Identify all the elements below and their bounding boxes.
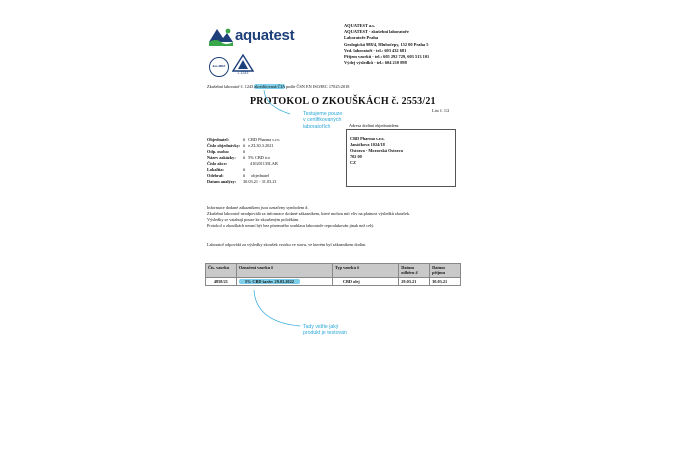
col-sample-number: Čís. vzorku — [206, 264, 237, 278]
field-label: Datum analýzy: — [207, 179, 237, 184]
annotation-top-arrow — [262, 88, 292, 120]
lab-phone-output: Výdej výsledků - tel.: 604 210 898 — [344, 60, 407, 66]
address-line: Ostrava - Moravská Ostrava — [350, 148, 403, 153]
annotation-bottom-line-2: produkt je testován — [303, 330, 347, 337]
address-line: Janáčkova 1024/18 — [350, 142, 385, 147]
field-value: 5% CBD ico — [248, 155, 271, 160]
field-label: Číslo akce: — [207, 161, 228, 166]
annotation-top-line-3: laboratořích — [303, 123, 331, 130]
annotation-bottom-line-1: Tady vidíte jaký — [303, 324, 339, 330]
field-value: objednatel — [251, 173, 270, 178]
sample-label-highlight: 5% CBD šarže: 29.03.2022 — [239, 279, 300, 284]
cell-receipt-date: 30.03.21 — [430, 277, 461, 286]
col-receipt-date: Datum příjmu — [430, 264, 461, 278]
lab-info-block — [344, 23, 484, 66]
lab-phone-head: Ved. laboratoří - tel.: 603 432 681 — [344, 47, 407, 53]
note-line: Protokol o zkouškách nesmí být bez písemného souhlasu laboratoře reprodukován jinak než celý. — [207, 223, 375, 228]
field-value: 30.03.21 - 31.03.21 — [243, 179, 277, 184]
ilac-label: ilac-MRA — [212, 64, 226, 68]
accreditation-highlight: akreditovaná ČIA — [254, 84, 285, 89]
annotation-bottom-arrow — [252, 288, 302, 330]
address-box — [346, 129, 456, 187]
field-label: Objednatel: — [207, 137, 229, 142]
address-line: CZ — [350, 160, 356, 165]
field-label: Odp. osoba: — [207, 149, 230, 154]
address-box-label: Adresa dodání objednatelem: — [349, 123, 400, 128]
table-row — [206, 277, 461, 286]
lab-address: Geologická 988/4, Hlubočepy, 152 00 Praha 5 — [344, 41, 429, 47]
col-sampling-date: Datum odběru # — [399, 264, 430, 278]
accreditation-number: L 1243 — [237, 71, 249, 75]
aquatest-logo — [208, 24, 318, 50]
lab-name-2: AQUATEST - zkušební laboratoře — [344, 29, 409, 35]
accreditation-before: Zkušební laboratoř č. 1243 — [207, 84, 254, 89]
ilac-mra-mark — [209, 57, 229, 77]
field-hash: # — [243, 143, 246, 148]
field-label: Odebral: — [207, 173, 224, 178]
aquatest-wave-icon — [208, 26, 234, 48]
lab-phone-receipt: Příjem vzorků - tel.: 605 292 729, 603 513 101 — [344, 54, 430, 60]
cell-sampling-date: 29.03.21 — [399, 277, 430, 286]
note-line: Výsledky se vztahují pouze ke zkoušeným položkám. — [207, 217, 300, 222]
field-value: CBD Pharma s.r.o. — [248, 137, 281, 142]
notes-block — [207, 205, 472, 229]
protocol-title: PROTOKOL O ZKOUŠKÁCH č. 2553/21 — [250, 96, 436, 107]
page-number: List č. 1/2 — [432, 108, 450, 113]
note-line: Zkušební laboratoř neodpovídá za informace dodané zákazníkem, které mohou mít vliv na platnost výsledků zkoušek. — [207, 211, 411, 216]
order-fields — [207, 137, 343, 185]
accreditation-after: podle ČSN EN ISO/IEC 17025:2018 — [285, 84, 350, 89]
col-sample-type: Typ vzorku # — [332, 264, 398, 278]
responsibility-note: Laboratoř odpovídá za výsledky zkoušek vzorku ve stavu, ve kterém byl zákazníkem dodán. — [207, 242, 366, 247]
col-sample-label: Označení vzorku # — [236, 264, 332, 278]
field-hash: # — [243, 149, 246, 154]
cia-accreditation-mark — [232, 54, 254, 78]
field-hash: # — [243, 155, 246, 160]
cell-sample-number: 4858/21 — [206, 277, 237, 286]
field-hash: # — [243, 137, 246, 142]
samples-table — [205, 263, 461, 286]
field-label: Číslo objednávky: — [207, 143, 241, 148]
field-row — [207, 179, 343, 185]
field-hash: # — [243, 167, 246, 172]
annotation-top-line-1: Testujeme pouze — [303, 111, 343, 117]
field-label: Název zakázky: — [207, 155, 236, 160]
lab-name-1: AQUATEST a.s. — [344, 23, 375, 28]
annotation-tested-product — [303, 324, 373, 337]
lab-name-3: Laboratoře Praha — [344, 35, 379, 41]
address-line: CBD Pharma s.r.o. — [350, 136, 385, 141]
note-line: Informace dodané zákazníkem jsou označeny symbolem #. — [207, 205, 309, 210]
address-line: 702 00 — [350, 154, 362, 159]
logo-text: aquatest — [235, 27, 295, 44]
field-value: e.ZL30.3.2021 — [248, 143, 274, 148]
annotation-top-line-2: v certifikovaných — [303, 117, 342, 124]
field-value: 410201135LAB — [250, 161, 278, 166]
cia-triangle-icon — [232, 54, 254, 72]
table-header-row — [206, 264, 461, 278]
cell-sample-type: CBD olej — [332, 277, 398, 286]
cell-sample-label — [236, 277, 332, 286]
field-label: Lokalita: — [207, 167, 224, 172]
field-hash: # — [243, 173, 246, 178]
